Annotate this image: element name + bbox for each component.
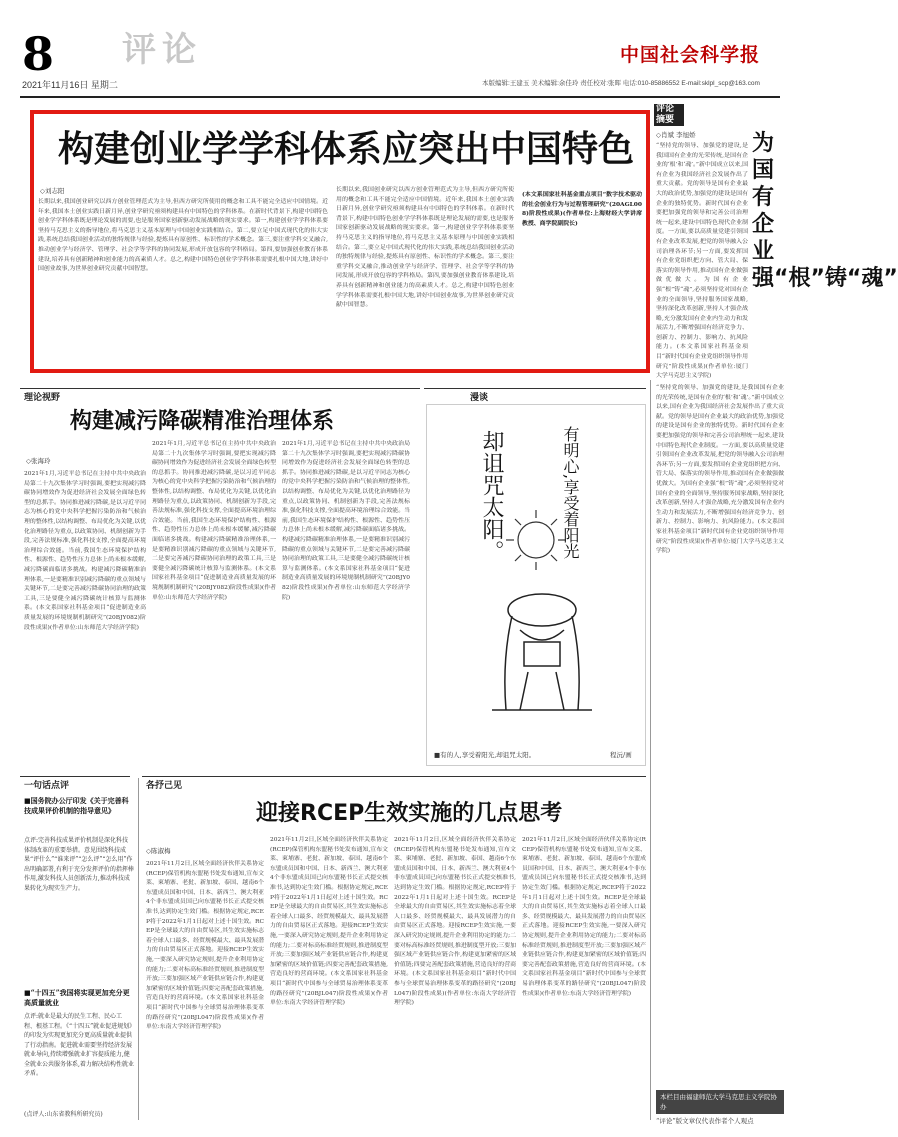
lead-article-body: 长期以来,我国创业研究以西方创业管理范式为主导,但西方研究所使用的概念和工具不能完全适应中国情境。近年来,我国本土创业实践日新月异,创业学研究亟须构建具有中国特色的学科体系。在新时代背景下,构建中国特色创业学学科体系既是理论发展的需要,也是服务国家创新驱动发展战略的现实要求。第一,构建创业学学科体系要坚持马克思主义的指导地位,将马克思主义基本原理与中国创业实践相结合。第二,要立足中国式现代化的伟大实践,系统总结我国创业活动的独特规律与经验,提炼具有原创性、标识性的学术概念。第三,要注重学科交叉融合,推动创业学与经济学、管理学、社会学等学科的协同发展,形成开放包容的学科格局。第四,要加强创业教育体系建设,培养具有创新精神和创业能力的高素质人才。总之,构建中国特色创业学学科体系需要扎根中国大地,讲好中国创业故事,为世界创业研究贡献中国智慧。 (38, 199, 328, 273)
feature1-body-col3: 2021年1月,习近平总书记在主持中共中央政治局第二十九次集体学习时强调,要把实现减污降碳协同增效作为促进经济社会发展全面绿色转型的总抓手。协同推进减污降碳,是以习近平同志为核心的党中央科学把握污染防治和气候治理的整体性,以结构调整、布局优化为关键,以优化治理路径为重点,以政策协同、机制创新为手段,完善法规标准,强化科技支撑,全面提高环境治理综合效能。当前,我国生态环境保护结构性、根源性、趋势性压力总体上尚未根本缓解,减污降碳面临诸多挑战。构建减污降碳精准治理体系,一是要精准识别减污降碳的重点领域与关键环节,二是要完善减污降碳协同治理的政策工具,三是要健全减污降碳统计核算与监测体系。(本文系国家社科基金项目“促进制造业高质量发展的环境规制机制研究”(20BJY082)阶段性成果)(作者单位:山东师范大学经济学院) (282, 441, 410, 601)
cartoon-rule (424, 388, 646, 389)
section-title: 评论 (122, 30, 202, 70)
feature2-body-col2: 2021年11月2日,区域全面经济伙伴关系协定(RCEP)保管机构东盟秘书处发布通知,宣布文莱、柬埔寨、老挝、新加坡、泰国、越南6个东盟成员国和中国、日本、新西兰、澳大利亚4个非东盟成员国已向东盟秘书长正式提交核准书,达到协定生效门槛。根据协定规定,RCEP将于2022年1月1日起对上述十国生效。RCEP是全球最大的自由贸易区,其生效实施标志着全球人口最多、经贸规模最大、最具发展潜力的自由贸易区正式落地。迎接RCEP生效实施,一要深入研究协定规则,提升企业利用协定的能力;二要对标高标准经贸规则,推进制度型开放;三要加强区域产业链供应链合作,构建更加紧密的区域价值链;四要完善配套政策措施,营造良好的营商环境。(本文系国家社科基金项目“新时代中国参与全球贸易治理体系变革的路径研究”(20BJL047)阶段性成果)(作者单位:东南大学经济管理学院) (270, 837, 388, 1007)
feature2-author: ◇陈淑梅 (146, 847, 171, 855)
sidebar-disclaimer: “评论”版文章仅代表作者个人观点 (656, 1117, 754, 1125)
digest-item1-title[interactable]: ■国务院办公厅印发《关于完善科技成果评价机制的指导意见》 (24, 796, 129, 815)
digest-divider (138, 778, 139, 1120)
digest-item1-text: 点评:完善科技成果评价机制是深化科技体制改革的重要举措。意见围绕科技成果“评什么”“谁来评”“怎么评”“怎么用”作出明确部署,有利于充分发挥评价的指挥棒作用,激发科技人员创新活力,推动科技成果转化为现实生产力。 (24, 837, 134, 892)
feature2-body-col4: 2021年11月2日,区域全面经济伙伴关系协定(RCEP)保管机构东盟秘书处发布通知,宣布文莱、柬埔寨、老挝、新加坡、泰国、越南6个东盟成员国和中国、日本、新西兰、澳大利亚4个非东盟成员国已向东盟秘书长正式提交核准书,达到协定生效门槛。根据协定规定,RCEP将于2022年1月1日起对上述十国生效。RCEP是全球最大的自由贸易区,其生效实施标志着全球人口最多、经贸规模最大、最具发展潜力的自由贸易区正式落地。迎接RCEP生效实施,一要深入研究协定规则,提升企业利用协定的能力;二要对标高标准经贸规则,推进制度型开放;三要加强区域产业链供应链合作,构建更加紧密的区域价值链;四要完善配套政策措施,营造良好的营商环境。(本文系国家社科基金项目“新时代中国参与全球贸易治理体系变革的路径研究”(20BJL047)阶段性成果)(作者单位:东南大学经济管理学院) (522, 837, 646, 997)
digest-item2-title[interactable]: ■“十四五”我国将实现更加充分更高质量就业 (24, 988, 130, 1007)
newspaper-masthead: 中国社会科学报 (620, 44, 761, 66)
cartoon-calligraphy-left: 却诅咒太阳。 (479, 430, 504, 562)
feature1-kicker: 理论视野 (24, 393, 61, 403)
staff-credits: 本版编辑:王建玉 美术编辑:余佳玲 责任校对:张晖 电话:010-85886552 E-mail:sklpl_scp@163.com (482, 80, 760, 87)
sidebar-tag-line2: 摘要 (656, 115, 675, 125)
digest-commentator: (点评人:山东省教科所研究员) (24, 1111, 103, 1118)
feature1-body-col1: 2021年1月,习近平总书记在主持中共中央政治局第二十九次集体学习时强调,要把实现减污降碳协同增效作为促进经济社会发展全面绿色转型的总抓手。协同推进减污降碳,是以习近平同志为核心的党中央科学把握污染防治和气候治理的整体性,以结构调整、布局优化为关键,以优化治理路径为重点,以政策协同、机制创新为手段,完善法规标准,强化科技支撑,全面提高环境治理综合效能。当前,我国生态环境保护结构性、根源性、趋势性压力总体上尚未根本缓解,减污降碳面临诸多挑战。构建减污降碳精准治理体系,一是要精准识别减污降碳的重点领域与关键环节,二是要完善减污降碳协同治理的政策工具,三是要健全减污降碳统计核算与监测体系。(本文系国家社科基金项目“促进制造业高质量发展的环境规制机制研究”(20BJY082)阶段性成果)(作者单位:山东师范大学经济学院) (24, 471, 146, 631)
feature2-rule (142, 776, 646, 777)
sidebar-article-body-continued: “坚持党的领导、加强党的建设,是我国国有企业的光荣传统,是国有企业的‘根’和‘魂’。”新中国成立以来,国有企业为我国经济社会发展作出了重大贡献。党的领导是国有企业最大的政治优势,加强党的建设是国有企业的独特优势。新时代国有企业要把加强党的领导和完善公司治理统一起来,建设中国特色现代企业制度。一方面,要以高质量党建引领国有企业改革发展,把党的领导融入公司治理各环节;另一方面,要发挥国有企业党组织把方向、管大局、保落实的领导作用,推动国有企业做强做优做大。为国有企业强“根”铸“魂”,必须坚持党对国有企业的全面领导,坚持服务国家战略,坚持深化改革创新,坚持人才强企战略,充分激发国有企业内生动力和发展活力,不断增强国有经济竞争力、创新力、控制力、影响力、抗风险能力。(本文系国家社科基金项目“新时代国有企业党组织领导作用研究”阶段性成果)(作者单位:厦门大学马克思主义学院) (656, 385, 784, 555)
feature2-kicker: 各抒己见 (146, 781, 183, 791)
sidebar-footer: 本栏目由福建师范大学马克思主义学院协办 (656, 1090, 784, 1114)
sidebar-article-body: “坚持党的领导、加强党的建设,是我国国有企业的光荣传统,是国有企业的‘根’和‘魂’。”新中国成立以来,国有企业为我国经济社会发展作出了重大贡献。党的领导是国有企业最大的政治优势,加强党的建设是国有企业的独特优势。新时代国有企业要把加强党的领导和完善公司治理统一起来,建设中国特色现代企业制度。一方面,要以高质量党建引领国有企业改革发展,把党的领导融入公司治理各环节;另一方面,要发挥国有企业党组织把方向、管大局、保落实的领导作用,推动国有企业做强做优做大。为国有企业强“根”铸“魂”,必须坚持党对国有企业的全面领导,坚持服务国家战略,坚持深化改革创新,坚持人才强企战略,充分激发国有企业内生动力和发展活力,不断增强国有经济竞争力、创新力、控制力、影响力、抗风险能力。(本文系国家社科基金项目“新时代国有企业党组织领导作用研究”阶段性成果)(作者单位:厦门大学马克思主义学院) (656, 143, 748, 380)
feature2-body-col1: 2021年11月2日,区域全面经济伙伴关系协定(RCEP)保管机构东盟秘书处发布通知,宣布文莱、柬埔寨、老挝、新加坡、泰国、越南6个东盟成员国和中国、日本、新西兰、澳大利亚4个非东盟成员国已向东盟秘书长正式提交核准书,达到协定生效门槛。根据协定规定,RCEP将于2022年1月1日起对上述十国生效。RCEP是全球最大的自由贸易区,其生效实施标志着全球人口最多、经贸规模最大、最具发展潜力的自由贸易区正式落地。迎接RCEP生效实施,一要深入研究协定规则,提升企业利用协定的能力;二要对标高标准经贸规则,推进制度型开放;三要加强区域产业链供应链合作,构建更加紧密的区域价值链;四要完善配套政策措施,营造良好的营商环境。(本文系国家社科基金项目“新时代中国参与全球贸易治理体系变革的路径研究”(20BJL047)阶段性成果)(作者单位:东南大学经济管理学院) (146, 861, 264, 1031)
digest-rule (20, 776, 130, 777)
lead-article-fund-note: (本文系国家社科基金重点项目“数字技术驱动的社会创业行为与过程管理研究”(20AGL008)阶段性成果)(作者单位:上海财经大学讲席教授、商学院副院长) (522, 191, 642, 227)
cartoon-kicker: 漫谈 (470, 393, 489, 403)
cartoon-caption: ■有的人,享受着阳光,却诅咒太阳。 (434, 751, 536, 759)
cartoon-artist: 程沅/画 (610, 751, 632, 759)
feature2-body-col3: 2021年11月2日,区域全面经济伙伴关系协定(RCEP)保管机构东盟秘书处发布通知,宣布文莱、柬埔寨、老挝、新加坡、泰国、越南6个东盟成员国和中国、日本、新西兰、澳大利亚4个非东盟成员国已向东盟秘书长正式提交核准书,达到协定生效门槛。根据协定规定,RCEP将于2022年1月1日起对上述十国生效。RCEP是全球最大的自由贸易区,其生效实施标志着全球人口最多、经贸规模最大、最具发展潜力的自由贸易区正式落地。迎接RCEP生效实施,一要深入研究协定规则,提升企业利用协定的能力;二要对标高标准经贸规则,推进制度型开放;三要加强区域产业链供应链合作,构建更加紧密的区域价值链;四要完善配套政策措施,营造良好的营商环境。(本文系国家社科基金项目“新时代中国参与全球贸易治理体系变革的路径研究”(20BJL047)阶段性成果)(作者单位:东南大学经济管理学院) (394, 837, 516, 1007)
feature2-title[interactable]: 迎接RCEP生效实施的几点思考 (256, 801, 563, 826)
feature1-body-col2: 2021年1月,习近平总书记在主持中共中央政治局第二十九次集体学习时强调,要把实现减污降碳协同增效作为促进经济社会发展全面绿色转型的总抓手。协同推进减污降碳,是以习近平同志为核心的党中央科学把握污染防治和气候治理的整体性,以结构调整、布局优化为关键,以优化治理路径为重点,以政策协同、机制创新为手段,完善法规标准,强化科技支撑,全面提高环境治理综合效能。当前,我国生态环境保护结构性、根源性、趋势性压力总体上尚未根本缓解,减污降碳面临诸多挑战。构建减污降碳精准治理体系,一是要精准识别减污降碳的重点领域与关键环节,二是要完善减污降碳协同治理的政策工具,三是要健全减污降碳统计核算与监测体系。(本文系国家社科基金项目“促进制造业高质量发展的环境规制机制研究”(20BJY082)阶段性成果)(作者单位:山东师范大学经济学院) (152, 441, 276, 601)
feature1-rule (20, 388, 420, 389)
issue-date: 2021年11月16日 星期二 (22, 80, 118, 90)
sidebar-tag-line1: 评论 (656, 104, 675, 114)
sidebar-article-title[interactable]: 为国有企业强“根”铸“魂” (752, 131, 898, 291)
lead-article-body-continued: 长期以来,我国创业研究以西方创业管理范式为主导,但西方研究所使用的概念和工具不能完全适应中国情境。近年来,我国本土创业实践日新月异,创业学研究亟须构建具有中国特色的学科体系。在新时代背景下,构建中国特色创业学学科体系既是理论发展的需要,也是服务国家创新驱动发展战略的现实要求。第一,构建创业学学科体系要坚持马克思主义的指导地位,将马克思主义基本原理与中国创业实践相结合。第二,要立足中国式现代化的伟大实践,系统总结我国创业活动的独特规律与经验,提炼具有原创性、标识性的学术概念。第三,要注重学科交叉融合,推动创业学与经济学、管理学、社会学等学科的协同发展,形成开放包容的学科格局。第四,要加强创业教育体系建设,培养具有创新精神和创业能力的高素质人才。总之,构建中国特色创业学学科体系需要扎根中国大地,讲好中国创业故事,为世界创业研究贡献中国智慧。 (336, 187, 514, 309)
lead-article-title[interactable]: 构建创业学学科体系应突出中国特色 (58, 129, 635, 170)
page-number: 8 (22, 27, 55, 81)
cartoon-illustration (432, 410, 642, 720)
feature1-author: ◇张海玲 (26, 457, 51, 465)
cartoon-calligraphy-right: 有明心,享受着阳光 (561, 426, 580, 560)
digest-kicker: 一句话点评 (24, 781, 70, 791)
sidebar-divider (650, 380, 651, 1120)
sidebar-authors: ◇肖斌 李旭娇 (656, 131, 696, 139)
header-rule (20, 96, 780, 98)
reader-figure (492, 594, 592, 710)
feature1-title[interactable]: 构建减污降碳精准治理体系 (70, 409, 335, 434)
digest-item2-text: 点评:就业是最大的民生工程、民心工程、根基工程。《“十四五”就业促进规划》的印发为实现更加充分更高质量就业提供了行动指南。促进就业需要坚持经济发展就业导向,持续增强就业扩容提质能力,健全就业公共服务体系,着力解决结构性就业矛盾。 (24, 1013, 134, 1077)
lead-article-author: ◇刘志阳 (40, 187, 65, 195)
